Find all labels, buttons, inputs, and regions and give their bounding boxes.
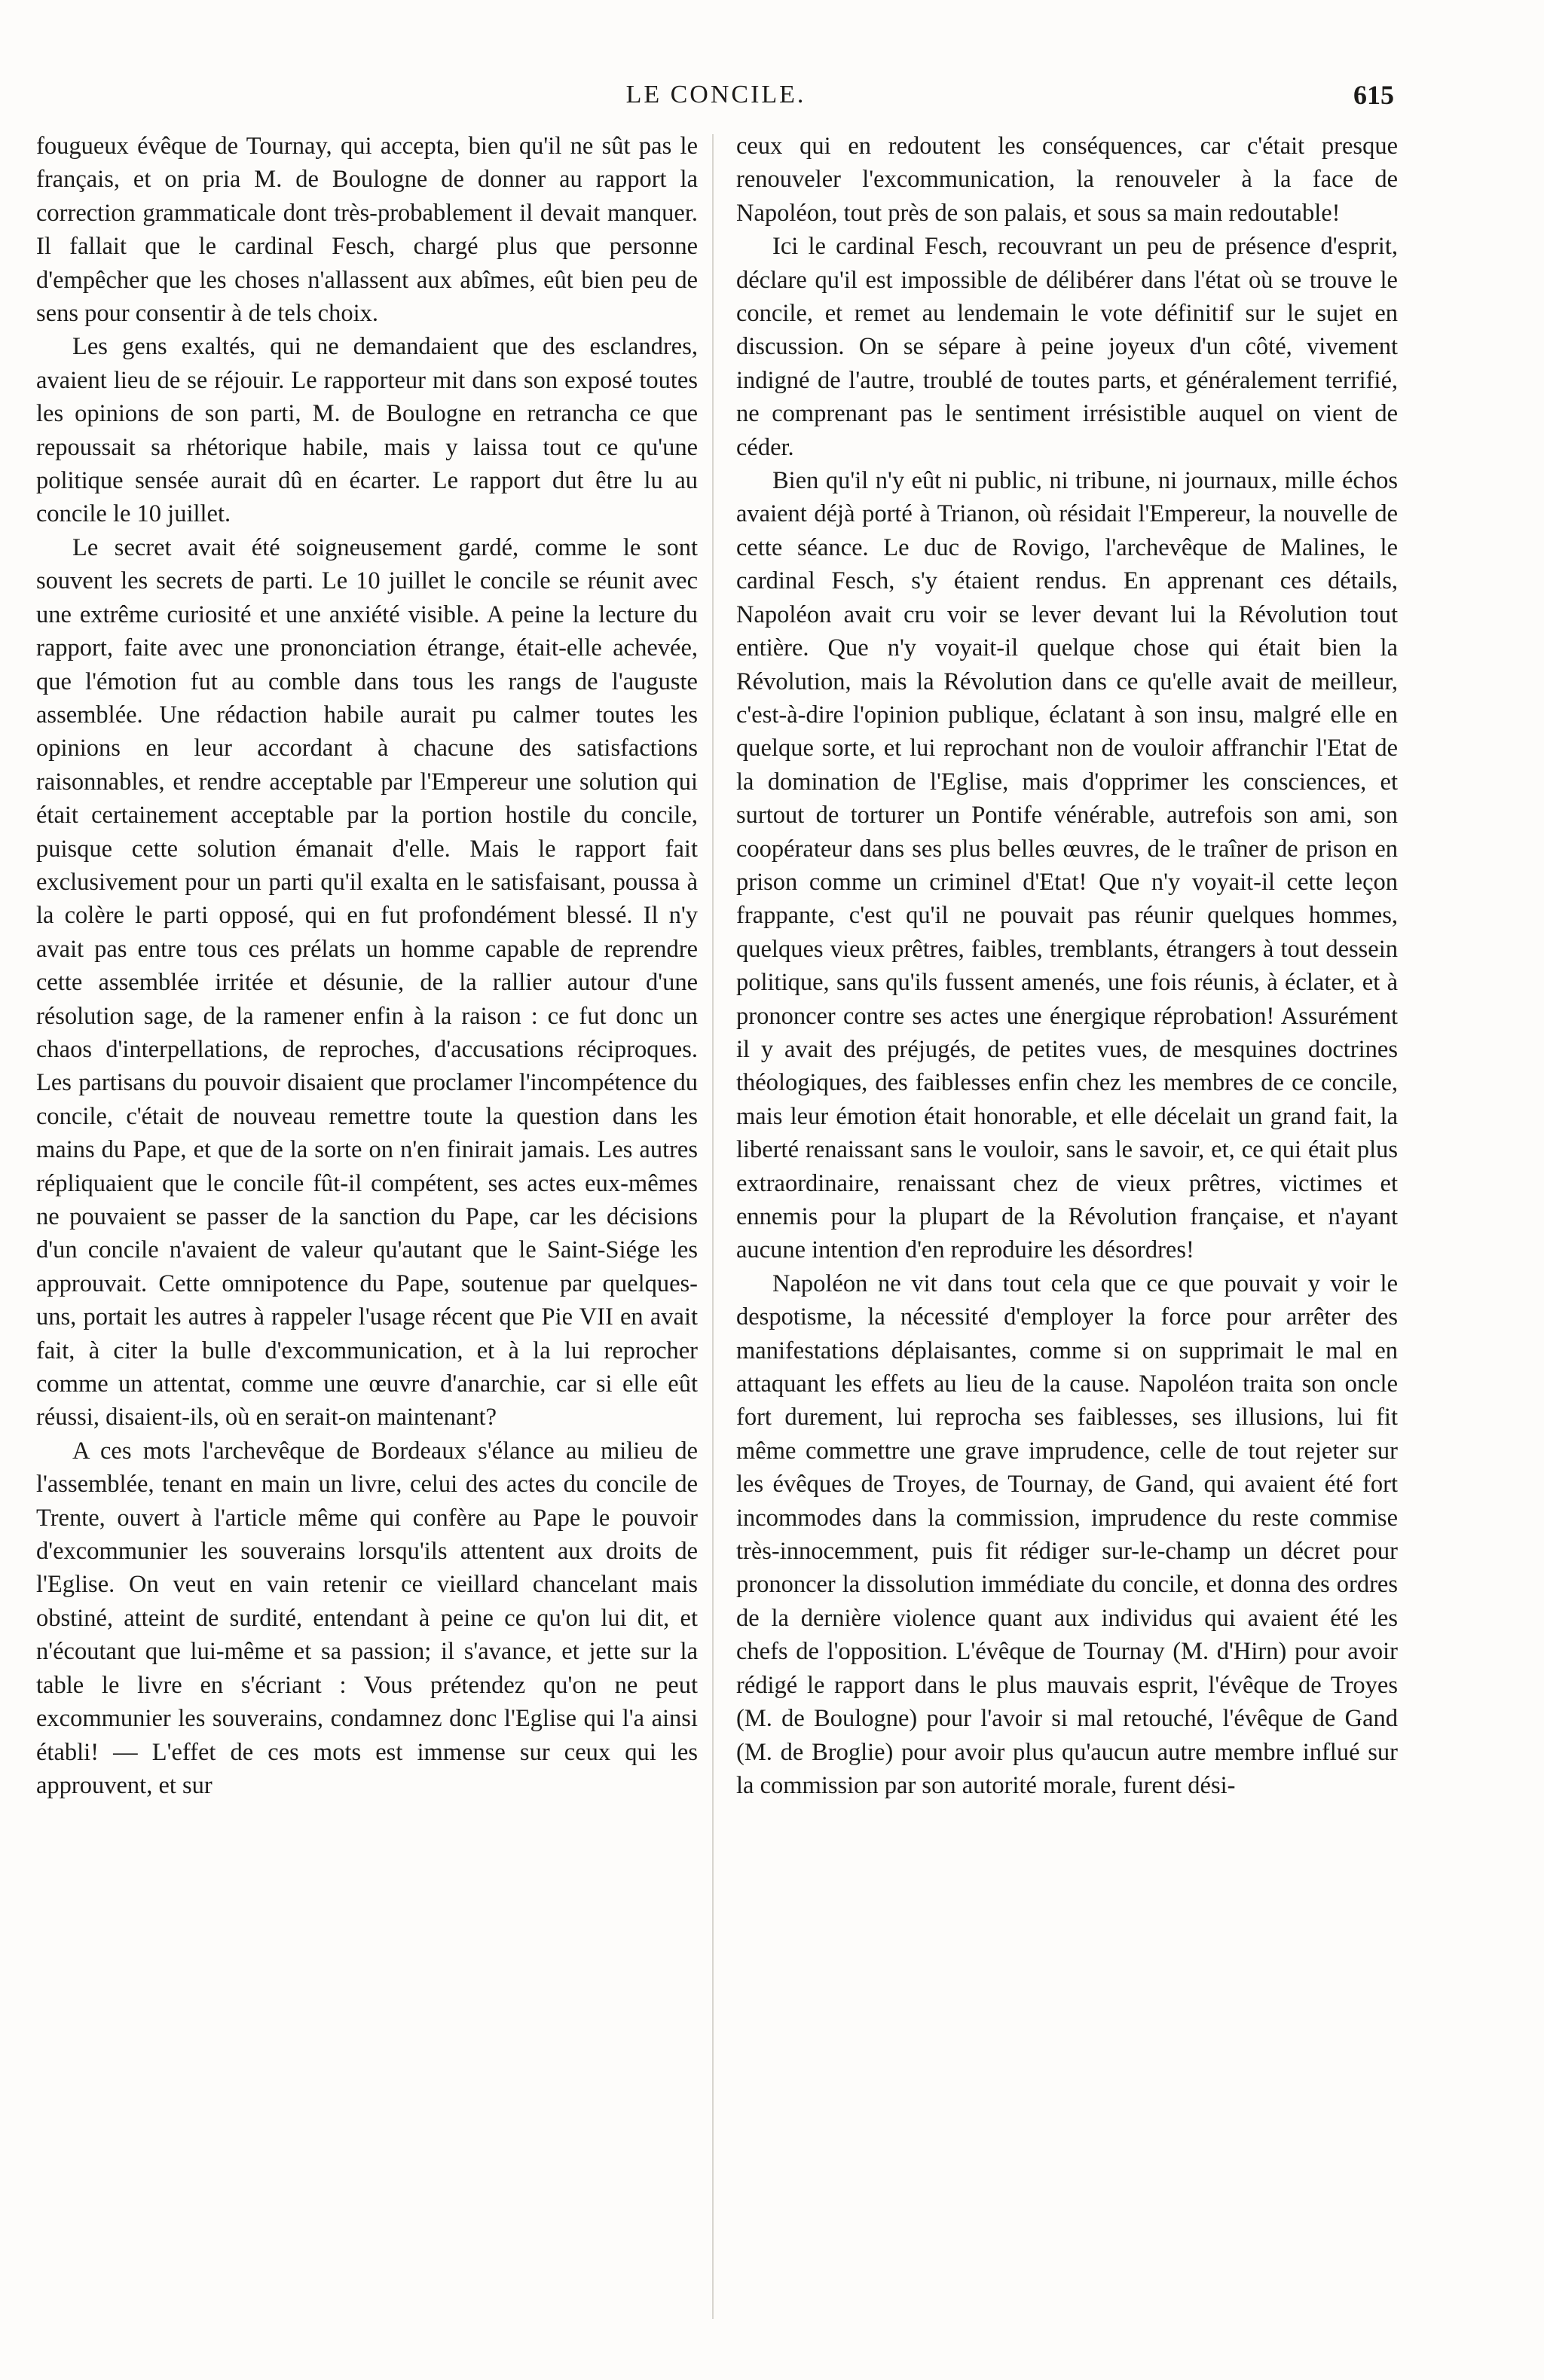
paragraph: Le secret avait été soigneusement gardé, comme le sont souvent les secrets de parti. Le 10 juillet le concile se réunit avec une extrême curiosité et une anxiété visible. A peine la lecture du rapport, faite avec une prononciation étrange, était-elle achevée, que l'émotion fut au comble dans tous les rangs de l'auguste assemblée. Une rédaction habile aurait pu calmer toutes les opinions en leur accordant à chacune des satisfactions raisonnables, et rendre acceptable par l'Empereur une solution qui était certainement acceptable par la portion hostile du concile, puisque cette solution émanait d'elle. Mais le rapport fait exclusivement pour un parti qu'il exalta en le satisfaisant, poussa à la colère le parti opposé, qui en fut profondément blessé. Il n'y avait pas entre tous ces prélats un homme capable de reprendre cette assemblée irritée et désunie, de la rallier autour d'une résolution sage, de la ramener enfin à la raison : ce fut donc un chaos d'interpellations, de reproches, d'accusations réciproques. Les partisans du pouvoir disaient que proclamer l'incompétence du concile, c'était de nouveau remettre toute la question dans les mains du Pape, et que de la sorte on n'en finirait jamais. Les autres répliquaient que le concile fût-il compétent, ses actes eux-mêmes ne pouvaient se passer de la sanction du Pape, car les décisions d'un concile n'avaient de valeur qu'autant que le Saint-Siége les approuvait. Cette omnipotence du Pape, soutenue par quelques-uns, portait les autres à rappeler l'usage récent que Pie VII en avait fait, à citer la bulle d'excommunication, et à la lui reprocher comme un attentat, comme une œuvre d'anarchie, car si elle eût réussi, disaient-ils, où en serait-on maintenant?	[36, 533, 698, 1431]
page-number: 615	[1353, 80, 1394, 110]
paragraph: ceux qui en redoutent les conséquences, car c'était presque renouveler l'excommunication, la renouveler à la face de Napoléon, tout près de son palais, et sous sa main redoutable!	[736, 133, 1398, 227]
left-column	[36, 130, 698, 1802]
paragraph: Bien qu'il n'y eût ni public, ni tribune, ni journaux, mille échos avaient déjà porté à Trianon, où résidait l'Empereur, la nouvelle de cette séance. Le duc de Rovigo, l'archevêque de Malines, le cardinal Fesch, s'y étaient rendus. En apprenant ces détails, Napoléon avait cru voir se lever devant lui la Révolution tout entière. Que n'y voyait-il quelque chose qui était bien la Révolution, mais la Révolution dans ce qu'elle avait de meilleur, c'est-à-dire l'opinion publique, éclatant à son insu, malgré elle en quelque sorte, et lui reprochant non de vouloir affranchir l'Etat de la domination de l'Eglise, mais d'opprimer les consciences, et surtout de torturer un Pontife vénérable, autrefois son ami, son coopérateur dans ses plus belles œuvres, de le traîner de prison en prison comme un criminel d'Etat! Que n'y voyait-il cette leçon frappante, c'est qu'il ne pouvait pas réunir quelques hommes, quelques vieux prêtres, faibles, tremblants, étrangers à tout dessein politique, sans qu'ils fussent amenés, une fois réunis, à éclater, et à prononcer contre ses actes une énergique réprobation! Assurément il y avait des préjugés, de petites vues, de mesquines doctrines théologiques, des faiblesses enfin chez les membres de ce concile, mais leur émotion était honorable, et elle décelait un grand fait, la liberté renaissant sans le vouloir, sans le savoir, et, ce qui était plus extraordinaire, renaissant chez de vieux prêtres, victimes et ennemis pour la plupart de la Révolution française, et n'ayant aucune intention d'en reproduire les désordres!	[736, 467, 1398, 1264]
paragraph: Napoléon ne vit dans tout cela que ce que pouvait y voir le despotisme, la nécessité d'employer la force pour arrêter des manifestations déplaisantes, comme si on supprimait le mal en attaquant les effets au lieu de la cause. Napoléon traita son oncle fort durement, lui reprocha ses faiblesses, ses illusions, lui fit même commettre une grave imprudence, celle de tout rejeter sur les évêques de Troyes, de Tournay, de Gand, qui avaient été fort incommodes dans la commission, imprudence du reste commise très-innocemment, puis fit rédiger sur-le-champ un décret pour prononcer la dissolution immédiate du concile, et donna des ordres de la dernière violence quant aux individus qui avaient été les chefs de l'opposition. L'évêque de Tournay (M. d'Hirn) pour avoir rédigé le rapport dans le plus mauvais esprit, l'évêque de Troyes (M. de Boulogne) pour l'avoir si mal retouché, l'évêque de Gand (M. de Broglie) pour avoir plus qu'aucun autre membre influé sur la commission par son autorité morale, furent dési-	[736, 1269, 1398, 1799]
right-column	[736, 130, 1398, 1802]
column-divider	[712, 134, 714, 2319]
running-head	[38, 78, 1394, 116]
running-title: LE CONCILE.	[625, 81, 806, 108]
paragraph: A ces mots l'archevêque de Bordeaux s'élance au milieu de l'assemblée, tenant en main un livre, celui des actes du concile de Trente, ouvert à l'article même qui confère au Pape le pouvoir d'excommunier les souverains lorsqu'ils attentent aux droits de l'Eglise. On veut en vain retenir ce vieillard chancelant mais obstiné, atteint de surdité, entendant à peine ce qu'on lui dit, et n'écoutant que lui-même et sa passion; il s'avance, et jette sur la table le livre en s'écriant : Vous prétendez qu'on ne peut excommunier les souverains, condamnez donc l'Eglise qui l'a ainsi établi! — L'effet de ces mots est immense sur ceux qui les approuvent, et sur	[36, 1437, 698, 1799]
paragraph: Les gens exaltés, qui ne demandaient que des esclandres, avaient lieu de se réjouir. Le rapporteur mit dans son exposé toutes les opinions de son parti, M. de Boulogne en retrancha ce que repoussait sa rhétorique habile, mais y laissa tout ce qu'une politique sensée aurait dû en écarter. Le rapport dut être lu au concile le 10 juillet.	[36, 333, 698, 528]
paragraph: fougueux évêque de Tournay, qui accepta, bien qu'il ne sût pas le français, et on pria M. de Boulogne de donner au rapport la correction grammaticale dont très-probablement il devait manquer. Il fallait que le cardinal Fesch, chargé plus que personne d'empêcher que les choses n'allassent aux abîmes, eût bien peu de sens pour consentir à de tels choix.	[36, 133, 698, 328]
paragraph: Ici le cardinal Fesch, recouvrant un peu de présence d'esprit, déclare qu'il est impossible de délibérer dans l'état où se trouve le concile, et remet au lendemain le vote définitif sur le sujet en discussion. On se sépare à peine joyeux d'un côté, vivement indigné de l'autre, troublé de toutes parts, et généralement terrifié, ne comprenant pas le sentiment irrésistible auquel on vient de céder.	[736, 233, 1398, 461]
